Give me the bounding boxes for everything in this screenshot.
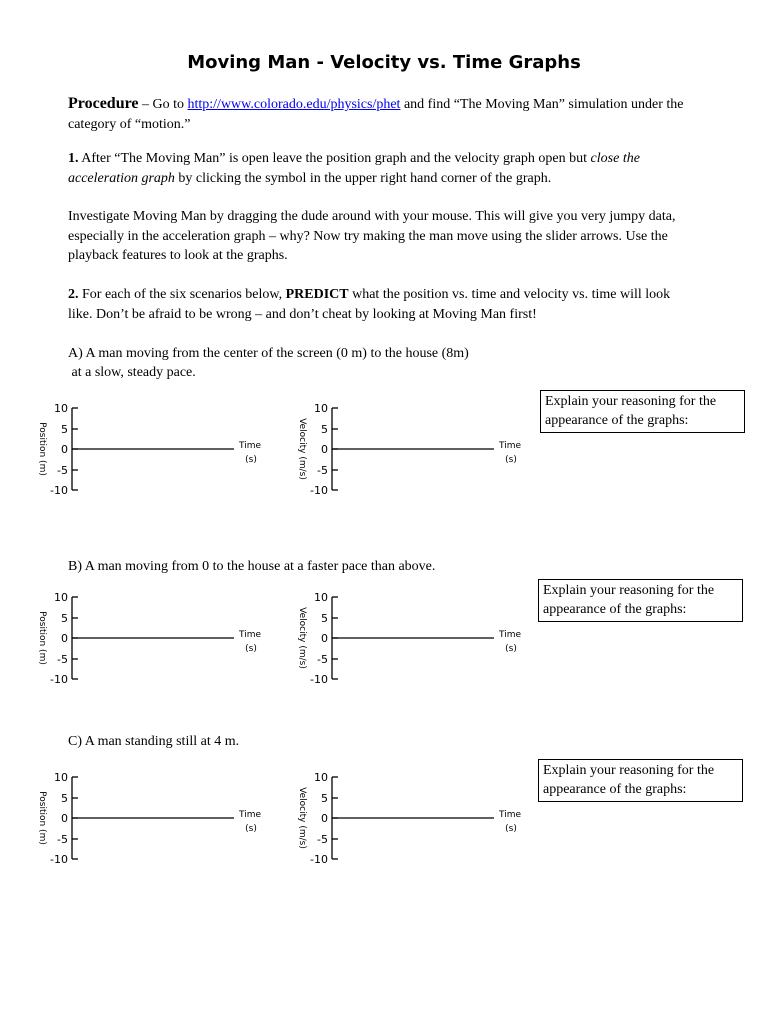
y-tick-label: 5 [61, 612, 68, 625]
graph-a-position[interactable] [28, 396, 268, 506]
scenario-a-line-1: A) A man moving from the center of the screen (0 m) to the house (8m) [68, 346, 469, 361]
graph-b-velocity-svg [288, 585, 528, 695]
y-axis-label: Velocity (m/s) [297, 787, 307, 849]
y-tick-label: 0 [321, 443, 328, 456]
time-axis-unit: (s) [505, 455, 517, 465]
graph-a-velocity-svg [288, 396, 528, 506]
y-tick-label: 10 [54, 402, 68, 415]
explain-box-c-line-1: Explain your reasoning for the [543, 763, 715, 778]
step-2-number: 2. [68, 287, 79, 302]
time-axis-label: Time [498, 441, 522, 451]
explain-box-a-line-1: Explain your reasoning for the [545, 394, 717, 409]
y-tick-label: -5 [317, 653, 328, 666]
y-tick-label: 0 [61, 632, 68, 645]
procedure-label: Procedure [68, 95, 139, 112]
scenario-b-text [68, 557, 668, 576]
explain-box-b[interactable] [538, 579, 743, 622]
step-2-text-b: what the position vs. time and velocity vs. time will look like. Don’t be afraid to be wrong – and don’t cheat by looking at Moving Man first! [68, 287, 671, 322]
y-tick-label: 5 [61, 423, 68, 436]
time-axis-unit: (s) [505, 824, 517, 834]
y-tick-label: -5 [57, 833, 68, 846]
y-axis-label: Velocity (m/s) [297, 607, 307, 669]
explain-box-c-line-2: appearance of the graphs: [543, 782, 687, 797]
y-tick-label: 10 [314, 591, 328, 604]
time-axis-unit: (s) [245, 455, 257, 465]
y-axis-label: Position (m) [37, 791, 47, 845]
step-1-number: 1. [68, 151, 79, 166]
y-tick-label: 5 [321, 612, 328, 625]
y-tick-label: -5 [57, 464, 68, 477]
procedure-dash: – [138, 97, 153, 112]
y-axis-label: Position (m) [37, 611, 47, 665]
y-tick-label: -10 [50, 853, 68, 866]
y-tick-label: -5 [57, 653, 68, 666]
time-axis-label: Time [238, 630, 262, 640]
time-axis-label: Time [238, 441, 262, 451]
y-tick-label: 0 [61, 443, 68, 456]
y-tick-label: 10 [314, 771, 328, 784]
y-tick-label: -5 [317, 833, 328, 846]
scenario-a-line-2: at a slow, steady pace. [68, 365, 196, 380]
graph-c-velocity[interactable] [288, 765, 528, 875]
y-tick-label: -10 [310, 853, 328, 866]
graph-a-velocity[interactable] [288, 396, 528, 506]
explain-box-c[interactable] [538, 759, 743, 802]
graph-c-velocity-svg [288, 765, 528, 875]
time-axis-label: Time [498, 810, 522, 820]
step-1-text-b: by clicking the symbol in the upper right hand corner of the graph. [174, 170, 552, 186]
y-tick-label: 0 [321, 812, 328, 825]
time-axis-label: Time [498, 630, 522, 640]
y-tick-label: 5 [321, 792, 328, 805]
y-tick-label: -10 [310, 484, 328, 497]
graph-c-position[interactable] [28, 765, 268, 875]
graph-b-position-svg [28, 585, 268, 695]
explain-box-b-line-2: appearance of the graphs: [543, 602, 687, 617]
y-tick-label: -10 [50, 484, 68, 497]
y-tick-label: 10 [54, 591, 68, 604]
y-tick-label: -10 [310, 673, 328, 686]
y-tick-label: 10 [54, 771, 68, 784]
procedure-paragraph [68, 94, 708, 134]
graph-b-position[interactable] [28, 585, 268, 695]
page-title: Moving Man - Velocity vs. Time Graphs [187, 52, 581, 73]
procedure-text-before-link: Go to [152, 97, 188, 112]
procedure-text-after-link: and find “The Moving Man” simulation under the category of “motion.” [68, 97, 684, 132]
y-tick-label: 10 [314, 402, 328, 415]
y-axis-label: Velocity (m/s) [297, 418, 307, 480]
scenario-b-line-1: B) A man moving from 0 to the house at a faster pace than above. [68, 559, 436, 574]
step-2-paragraph [68, 285, 693, 324]
explain-box-a[interactable] [540, 390, 745, 433]
investigate-paragraph: Investigate Moving Man by dragging the dude around with your mouse. This will give you very jumpy data, especially in the acceleration graph – why? Now try making the man move using the slider arrows. Use the playback features to look at the graphs. [68, 209, 676, 263]
scenario-a-text [68, 344, 668, 382]
step-1-paragraph [68, 149, 698, 188]
time-axis-unit: (s) [245, 644, 257, 654]
step-2-text-a: For each of the six scenarios below, [78, 287, 286, 302]
y-tick-label: 0 [321, 632, 328, 645]
step-1-italic: close the acceleration graph [68, 151, 640, 186]
phet-link[interactable]: http://www.colorado.edu/physics/phet [187, 97, 401, 112]
y-tick-label: 5 [321, 423, 328, 436]
explain-box-a-line-2: appearance of the graphs: [545, 413, 689, 428]
y-tick-label: 5 [61, 792, 68, 805]
y-tick-label: -10 [50, 673, 68, 686]
time-axis-label: Time [238, 810, 262, 820]
time-axis-unit: (s) [245, 824, 257, 834]
y-tick-label: 0 [61, 812, 68, 825]
graph-a-position-svg [28, 396, 268, 506]
time-axis-unit: (s) [505, 644, 517, 654]
step-1-text-a: After “The Moving Man” is open leave the position graph and the velocity graph open but [78, 151, 591, 166]
y-tick-label: -5 [317, 464, 328, 477]
y-axis-label: Position (m) [37, 422, 47, 476]
graph-b-velocity[interactable] [288, 585, 528, 695]
explain-box-b-line-1: Explain your reasoning for the [543, 583, 715, 598]
scenario-c-line-1: C) A man standing still at 4 m. [68, 734, 240, 749]
step-2-predict: PREDICT [285, 287, 349, 302]
scenario-c-text [68, 732, 668, 751]
graph-c-position-svg [28, 765, 268, 875]
